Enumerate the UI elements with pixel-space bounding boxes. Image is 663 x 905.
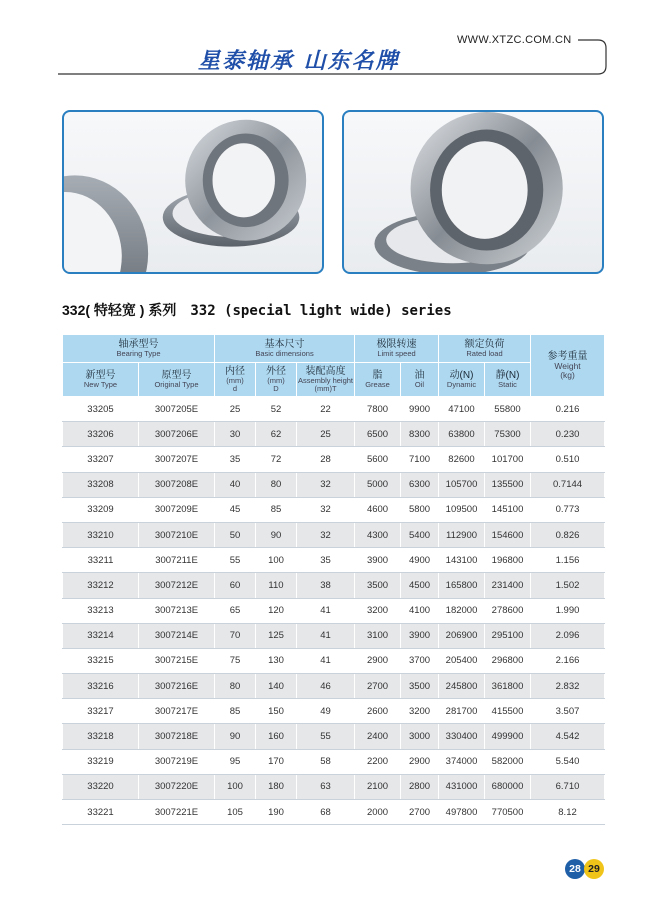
table-cell: 1.990 [531,598,605,623]
table-cell: 82600 [439,447,485,472]
table-cell: 33213 [63,598,139,623]
table-cell: 196800 [485,548,531,573]
page-number-right: 29 [584,859,604,879]
table-cell: 2100 [355,774,401,799]
header-bearing-type: 轴承型号 Bearing Type [63,335,215,363]
table-cell: 7100 [401,447,439,472]
product-photo-left [62,110,324,274]
table-row [63,774,605,799]
table-cell: 361800 [485,674,531,699]
table-row [63,573,605,598]
header-rated-load: 额定负荷 Rated load [439,335,531,363]
table-cell: 105700 [439,472,485,497]
table-row [63,724,605,749]
table-cell: 295100 [485,623,531,648]
table-row [63,548,605,573]
table-cell: 154600 [485,522,531,547]
table-cell: 3000 [401,724,439,749]
table-cell: 143100 [439,548,485,573]
table-cell: 33214 [63,623,139,648]
table-cell: 85 [215,699,256,724]
table-cell: 2.166 [531,648,605,673]
table-cell: 3500 [401,674,439,699]
table-cell: 62 [256,422,297,447]
table-cell: 33208 [63,472,139,497]
table-cell: 0.773 [531,497,605,522]
table-cell: 680000 [485,774,531,799]
table-cell: 30 [215,422,256,447]
table-cell: 41 [297,623,355,648]
table-cell: 35 [297,548,355,573]
table-cell: 2800 [401,774,439,799]
table-cell: 58 [297,749,355,774]
table-cell: 582000 [485,749,531,774]
table-cell: 5.540 [531,749,605,774]
header-grease: 脂 Grease [355,363,401,397]
table-cell: 33206 [63,422,139,447]
table-cell: 160 [256,724,297,749]
page-numbers [565,859,604,879]
table-cell: 245800 [439,674,485,699]
header-static: 静(N) Static [485,363,531,397]
table-cell: 3007209E [139,497,215,522]
table-cell: 110 [256,573,297,598]
table-cell: 3007221E [139,800,215,825]
table-cell: 205400 [439,648,485,673]
table-cell: 140 [256,674,297,699]
table-cell: 55800 [485,397,531,422]
table-cell: 80 [256,472,297,497]
table-cell: 65 [215,598,256,623]
table-cell: 120 [256,598,297,623]
table-cell: 25 [215,397,256,422]
table-cell: 3007214E [139,623,215,648]
table-row [63,397,605,422]
table-cell: 4100 [401,598,439,623]
table-cell: 72 [256,447,297,472]
table-cell: 170 [256,749,297,774]
table-cell: 35 [215,447,256,472]
table-cell: 2.096 [531,623,605,648]
table-cell: 8300 [401,422,439,447]
spec-table-body [63,397,605,825]
table-cell: 2900 [401,749,439,774]
bearing-spec-table [62,334,605,825]
table-cell: 46 [297,674,355,699]
table-cell: 4900 [401,548,439,573]
table-cell: 33221 [63,800,139,825]
table-cell: 5800 [401,497,439,522]
website-url[interactable]: WWW.XTZC.COM.CN [457,34,572,46]
table-cell: 63800 [439,422,485,447]
table-cell: 100 [256,548,297,573]
table-row [63,800,605,825]
table-cell: 4300 [355,522,401,547]
table-cell: 109500 [439,497,485,522]
table-cell: 33219 [63,749,139,774]
header-assembly-height: 装配高度 Assembly height (mm)T [297,363,355,397]
table-cell: 22 [297,397,355,422]
table-cell: 770500 [485,800,531,825]
table-cell: 2.832 [531,674,605,699]
table-cell: 2400 [355,724,401,749]
table-cell: 33216 [63,674,139,699]
table-cell: 41 [297,648,355,673]
table-cell: 68 [297,800,355,825]
table-cell: 135500 [485,472,531,497]
table-cell: 0.7144 [531,472,605,497]
table-cell: 52 [256,397,297,422]
table-cell: 9900 [401,397,439,422]
table-cell: 130 [256,648,297,673]
header-new-type: 新型号 New Type [63,363,139,397]
table-cell: 45 [215,497,256,522]
table-cell: 499900 [485,724,531,749]
table-cell: 95 [215,749,256,774]
table-row [63,497,605,522]
table-cell: 2700 [355,674,401,699]
table-cell: 47100 [439,397,485,422]
table-cell: 100 [215,774,256,799]
table-cell: 3007208E [139,472,215,497]
table-cell: 0.230 [531,422,605,447]
table-cell: 231400 [485,573,531,598]
table-cell: 3007219E [139,749,215,774]
table-cell: 3007217E [139,699,215,724]
table-cell: 3007215E [139,648,215,673]
table-cell: 8.12 [531,800,605,825]
table-cell: 1.156 [531,548,605,573]
table-cell: 3200 [401,699,439,724]
table-cell: 6300 [401,472,439,497]
table-cell: 3900 [355,548,401,573]
header-dynamic: 动(N) Dynamic [439,363,485,397]
table-cell: 278600 [485,598,531,623]
table-cell: 3007207E [139,447,215,472]
table-cell: 50 [215,522,256,547]
table-cell: 5600 [355,447,401,472]
brand-slogan: 星泰轴承 山东名牌 [198,48,400,74]
table-cell: 431000 [439,774,485,799]
header-limit-speed: 极限转速 Limit speed [355,335,439,363]
table-cell: 0.216 [531,397,605,422]
table-cell: 0.510 [531,447,605,472]
table-cell: 101700 [485,447,531,472]
table-cell: 33210 [63,522,139,547]
section-title [62,300,452,320]
table-cell: 145100 [485,497,531,522]
table-cell: 190 [256,800,297,825]
table-cell: 3007211E [139,548,215,573]
table-cell: 2200 [355,749,401,774]
header-weight: 参考重量 Weight (kg) [531,335,605,397]
section-title-cn: 332( 特轻宽 ) 系列 [62,302,177,318]
table-cell: 3500 [355,573,401,598]
table-cell: 281700 [439,699,485,724]
table-cell: 25 [297,422,355,447]
table-cell: 85 [256,497,297,522]
table-cell: 3007216E [139,674,215,699]
table-cell: 2900 [355,648,401,673]
table-cell: 33205 [63,397,139,422]
table-cell: 4.542 [531,724,605,749]
table-cell: 0.826 [531,522,605,547]
table-cell: 2600 [355,699,401,724]
table-cell: 180 [256,774,297,799]
table-row [63,522,605,547]
table-cell: 90 [256,522,297,547]
table-cell: 2700 [401,800,439,825]
table-cell: 90 [215,724,256,749]
table-cell: 80 [215,674,256,699]
table-cell: 1.502 [531,573,605,598]
table-cell: 3700 [401,648,439,673]
table-row [63,447,605,472]
table-row [63,749,605,774]
table-cell: 75 [215,648,256,673]
table-cell: 415500 [485,699,531,724]
product-photo-right [342,110,604,274]
table-cell: 497800 [439,800,485,825]
table-row [63,674,605,699]
table-cell: 182000 [439,598,485,623]
table-row [63,623,605,648]
table-cell: 2000 [355,800,401,825]
header-basic-dimensions: 基本尺寸 Basic dimensions [215,335,355,363]
table-cell: 33207 [63,447,139,472]
table-cell: 28 [297,447,355,472]
table-cell: 165800 [439,573,485,598]
header-outer-diameter: 外径 (mm) D [256,363,297,397]
table-cell: 3200 [355,598,401,623]
table-cell: 3007210E [139,522,215,547]
table-row [63,699,605,724]
table-cell: 32 [297,472,355,497]
table-cell: 125 [256,623,297,648]
table-cell: 33211 [63,548,139,573]
section-title-en: 332 (special light wide) series [190,303,452,319]
table-cell: 33218 [63,724,139,749]
table-cell: 296800 [485,648,531,673]
table-cell: 150 [256,699,297,724]
table-cell: 32 [297,497,355,522]
table-cell: 3.507 [531,699,605,724]
header-original-type: 原型号 Original Type [139,363,215,397]
table-cell: 33212 [63,573,139,598]
table-cell: 70 [215,623,256,648]
page-number-left: 28 [565,859,585,879]
table-cell: 3007205E [139,397,215,422]
table-cell: 4500 [401,573,439,598]
table-cell: 3007218E [139,724,215,749]
table-cell: 38 [297,573,355,598]
table-cell: 4600 [355,497,401,522]
table-cell: 7800 [355,397,401,422]
table-cell: 63 [297,774,355,799]
table-cell: 3100 [355,623,401,648]
table-row [63,472,605,497]
table-cell: 75300 [485,422,531,447]
table-cell: 6.710 [531,774,605,799]
table-row [63,422,605,447]
table-cell: 112900 [439,522,485,547]
table-row [63,648,605,673]
table-cell: 374000 [439,749,485,774]
table-cell: 33209 [63,497,139,522]
table-cell: 3007212E [139,573,215,598]
table-cell: 3007206E [139,422,215,447]
table-cell: 60 [215,573,256,598]
table-cell: 55 [215,548,256,573]
table-cell: 40 [215,472,256,497]
table-cell: 33215 [63,648,139,673]
header-oil: 油 Oil [401,363,439,397]
table-cell: 5000 [355,472,401,497]
table-cell: 105 [215,800,256,825]
table-cell: 3900 [401,623,439,648]
bearing-illustration-left [64,112,322,272]
table-cell: 33217 [63,699,139,724]
table-cell: 49 [297,699,355,724]
table-cell: 330400 [439,724,485,749]
table-cell: 41 [297,598,355,623]
table-cell: 5400 [401,522,439,547]
table-row [63,598,605,623]
table-cell: 32 [297,522,355,547]
table-cell: 3007220E [139,774,215,799]
header-inner-diameter: 内径 (mm) d [215,363,256,397]
table-cell: 206900 [439,623,485,648]
table-cell: 3007213E [139,598,215,623]
bearing-illustration-right [344,112,602,272]
table-cell: 6500 [355,422,401,447]
table-cell: 55 [297,724,355,749]
table-cell: 33220 [63,774,139,799]
